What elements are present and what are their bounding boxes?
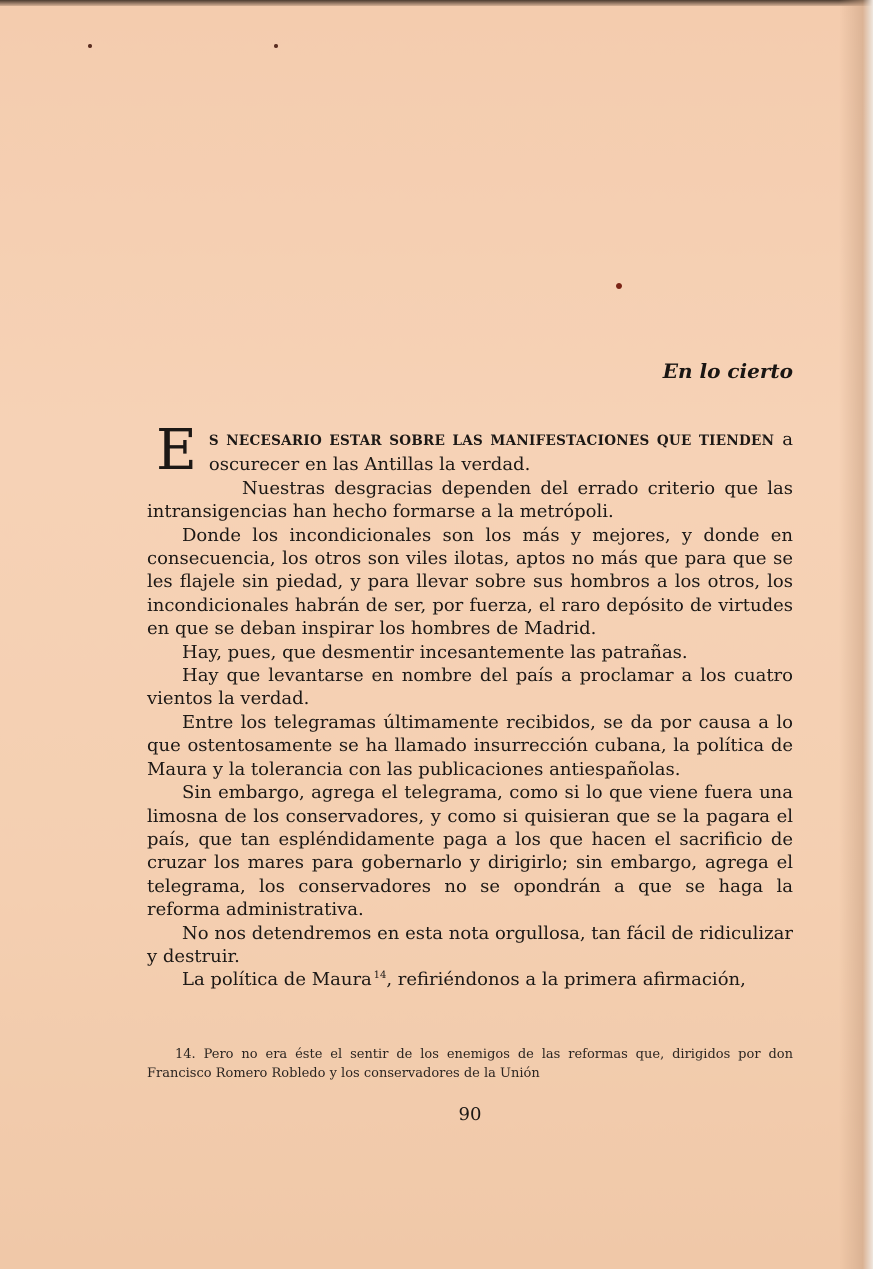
paragraph: No nos detendremos en esta nota orgullosa, tan fácil de ridiculizar y destruir. (147, 922, 793, 967)
paragraph: Hay que levantarse en nombre del país a proclamar a los cuatro vientos la verdad. (147, 665, 793, 710)
paragraph-text: La política de Maura (182, 969, 372, 991)
paragraph-text: , refiriéndonos a la primera afirmación, (386, 969, 746, 991)
paper-speck (616, 283, 622, 289)
section-title: En lo cierto (662, 359, 793, 383)
paragraph: Entre los telegramas últimamente recibidos, se da por causa a lo que ostentosamente se ha llamado insurrección cubana, la política de Maura y la tolerancia con las publicaciones antiespañolas. (147, 711, 793, 780)
opening-smallcaps: S NECESARIO ESTAR SOBRE LAS MANIFESTACIONES QUE TIENDEN (208, 433, 775, 449)
paper-speck (88, 44, 92, 48)
paper-speck (274, 44, 278, 48)
paragraph: Nuestras desgracias dependen del errado criterio que las intransigencias han hecho formarse a la metrópoli. (147, 477, 793, 523)
opening-paragraph (147, 418, 794, 483)
drop-cap: E (156, 418, 197, 483)
opening-rest: a oscurecer en las Antillas la verdad. (208, 429, 794, 476)
paragraph: Hay, pues, que desmentir incesantemente las patrañas. (182, 641, 688, 663)
page-top-edge (0, 0, 873, 6)
paragraph: Donde los incondicionales son los más y mejores, y donde en consecuencia, los otros son viles ilotas, aptos no más que para que se les flajele sin piedad, y para llevar sobre sus hombros a los otros, los incondicionales habrán de ser, por fuerza, el raro depósito de virtudes en que se deban inspirar los hombres de Madrid. (147, 524, 793, 640)
body-text (147, 418, 794, 992)
page-edge-shadow (839, 0, 873, 1269)
footnote: 14. Pero no era éste el sentir de los enemigos de las reformas que, dirigidos por don Francisco Romero Robledo y los conservadores de la Unión (147, 1047, 793, 1081)
page-number: 90 (458, 1104, 482, 1125)
paragraph (147, 968, 793, 991)
paragraph: Sin embargo, agrega el telegrama, como si lo que viene fuera una limosna de los conservadores, y como si quisieran que se la pagara el país, que tan espléndidamente paga a los que hacen el sacrificio de cruzar los mares para gobernarlo y dirigirlo; sin embargo, agrega el telegrama, los conservadores no se opondrán a que se haga la reforma administrativa. (147, 782, 793, 921)
footnote-reference[interactable]: 14 (373, 970, 387, 982)
